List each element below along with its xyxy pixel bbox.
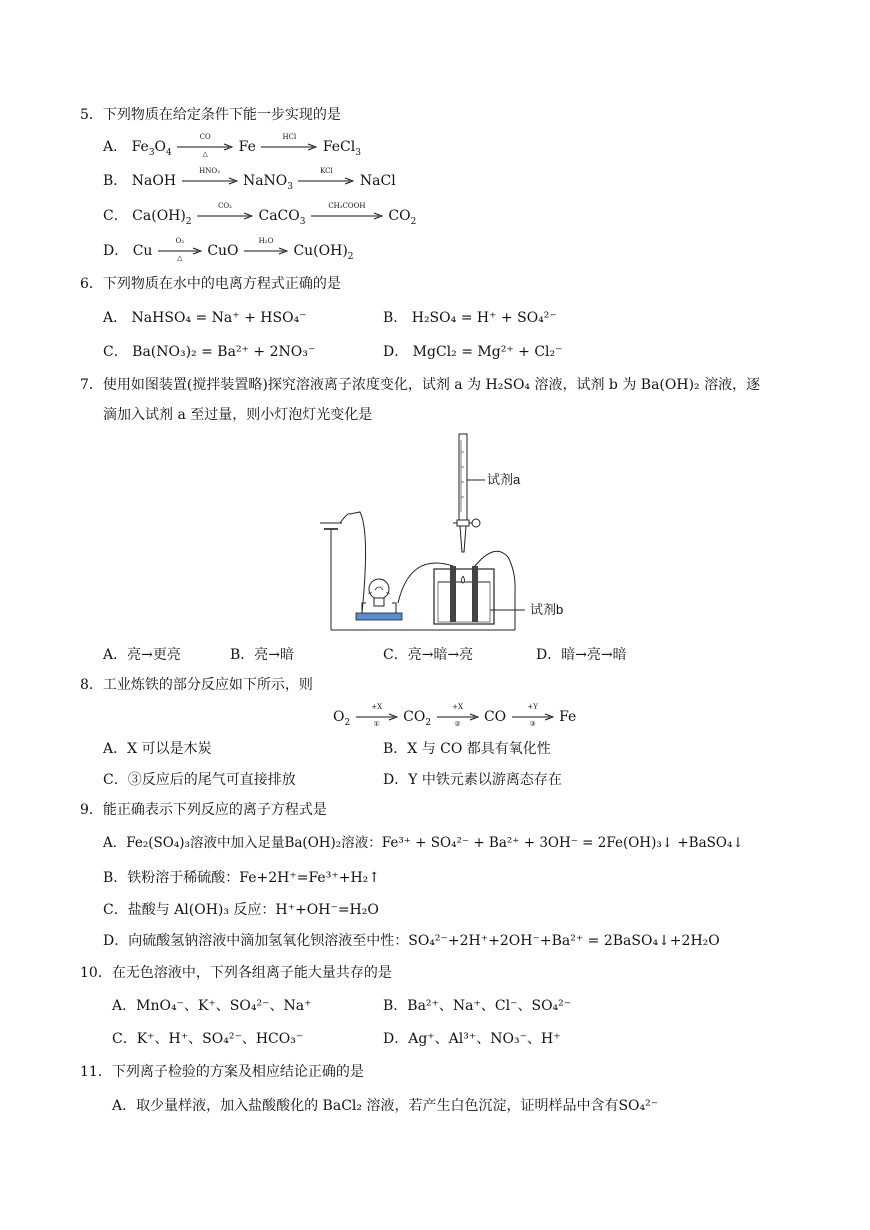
q8-option-b: B．X 与 CO 都具有氧化性 xyxy=(383,741,551,757)
q7-option-d: D．暗→亮→暗 xyxy=(536,647,627,663)
q6-option-a: A． NaHSO₄ = Na⁺ + HSO₄⁻ xyxy=(103,310,307,326)
q6-option-b: B． H₂SO₄ = H⁺ + SO₄²⁻ xyxy=(383,310,557,326)
q8-option-d: D．Y 中铁元素以游离态存在 xyxy=(383,772,562,788)
reaction-arrow: HCl xyxy=(261,140,317,154)
reaction-arrow: CH₃COOH xyxy=(311,209,383,223)
reaction-arrow: +X ② xyxy=(437,710,479,724)
q8-reaction-chain: $O_2$ +X ① $CO_2$ +X ② CO +Y ③ Fe xyxy=(333,703,577,728)
q11-stem: 11．下列离子检验的方案及相应结论正确的是 xyxy=(80,1064,364,1080)
q6-option-d: D． MgCl₂ = Mg²⁺ + Cl₂⁻ xyxy=(383,344,563,360)
q7-option-c: C．亮→暗→亮 xyxy=(383,647,474,663)
q9-stem: 9．能正确表示下列反应的离子方程式是 xyxy=(80,802,327,818)
q7-stem-line2: 滴加入试剂 a 至过量，则小灯泡灯光变化是 xyxy=(103,407,373,423)
q10-option-b: B．Ba²⁺、Na⁺、Cl⁻、SO₄²⁻ xyxy=(383,998,572,1014)
q10-option-d: D．Ag⁺、Al³⁺、NO₃⁻、H⁺ xyxy=(383,1031,561,1047)
q6-stem: 6．下列物质在水中的电离方程式正确的是 xyxy=(80,276,341,292)
reagent-b-label: 试剂b xyxy=(530,602,564,617)
q5-option-a: A． $Fe_3O_4$ CO △ Fe HCl FeCl$_3$ xyxy=(103,133,361,158)
q9-option-d: D．向硫酸氢钠溶液中滴加氢氧化钡溶液至中性：SO₄²⁻+2H⁺+2OH⁻+Ba²⁺ = 2BaSO₄↓+2H₂O xyxy=(103,933,720,949)
q9-option-b: B．铁粉溶于稀硫酸：Fe+2H⁺=Fe³⁺+H₂↑ xyxy=(103,870,381,886)
q6-option-c: C． Ba(NO₃)₂ = Ba²⁺ + 2NO₃⁻ xyxy=(103,344,316,360)
reaction-arrow: CO △ xyxy=(177,140,233,154)
q8-option-a: A．X 可以是木炭 xyxy=(103,741,212,757)
reaction-arrow: O₂ △ xyxy=(158,244,202,258)
q10-option-a: A．MnO₄⁻、K⁺、SO₄²⁻、Na⁺ xyxy=(112,998,312,1014)
q10-stem: 10．在无色溶液中，下列各组离子能大量共存的是 xyxy=(80,965,392,981)
reagent-a-label: 试剂a xyxy=(487,472,521,487)
reaction-arrow: +Y ③ xyxy=(512,710,554,724)
reaction-arrow: CO₂ xyxy=(197,209,253,223)
q9-option-c: C．盐酸与 Al(OH)₃ 反应：H⁺+OH⁻=H₂O xyxy=(103,902,379,918)
experiment-apparatus-figure xyxy=(320,432,600,641)
reaction-arrow: +X ① xyxy=(356,710,398,724)
q5-option-b: B． NaOH HNO₃ NaNO$_3$ KCl NaCl xyxy=(103,167,396,192)
q5-option-c: C． $Ca(OH)_2$ CO₂ CaCO$_3$ CH₃COOH $CO_2$ xyxy=(103,202,417,227)
q5-stem: 5．下列物质在给定条件下能一步实现的是 xyxy=(80,107,341,123)
reaction-arrow: KCl xyxy=(298,174,354,188)
q7-option-a: A．亮→更亮 xyxy=(103,647,181,663)
q11-option-a: A．取少量样液，加入盐酸酸化的 BaCl₂ 溶液，若产生白色沉淀，证明样品中含有SO₄²⁻ xyxy=(112,1098,659,1114)
reaction-arrow: H₂O xyxy=(244,244,288,258)
q10-option-c: C．K⁺、H⁺、SO₄²⁻、HCO₃⁻ xyxy=(112,1031,304,1047)
q7-option-b: B．亮→暗 xyxy=(230,647,295,663)
q5-option-d: D． Cu O₂ △ CuO H₂O $Cu(OH)_2$ xyxy=(103,237,354,262)
q8-stem: 8．工业炼铁的部分反应如下所示，则 xyxy=(80,677,313,693)
reaction-arrow: HNO₃ xyxy=(182,174,238,188)
q9-option-a: A．Fe₂(SO₄)₃溶液中加入足量Ba(OH)₂溶液：Fe³⁺ + SO₄²⁻ + Ba²⁺ + 3OH⁻ = 2Fe(OH)₃↓ +BaSO₄↓ xyxy=(103,835,744,851)
q7-stem-line1: 7．使用如图装置(搅拌装置略)探究溶液离子浓度变化，试剂 a 为 H₂SO₄ 溶液，试剂 b 为 Ba(OH)₂ 溶液，逐 xyxy=(80,377,761,393)
q8-option-c: C．③反应后的尾气可直接排放 xyxy=(103,772,296,788)
